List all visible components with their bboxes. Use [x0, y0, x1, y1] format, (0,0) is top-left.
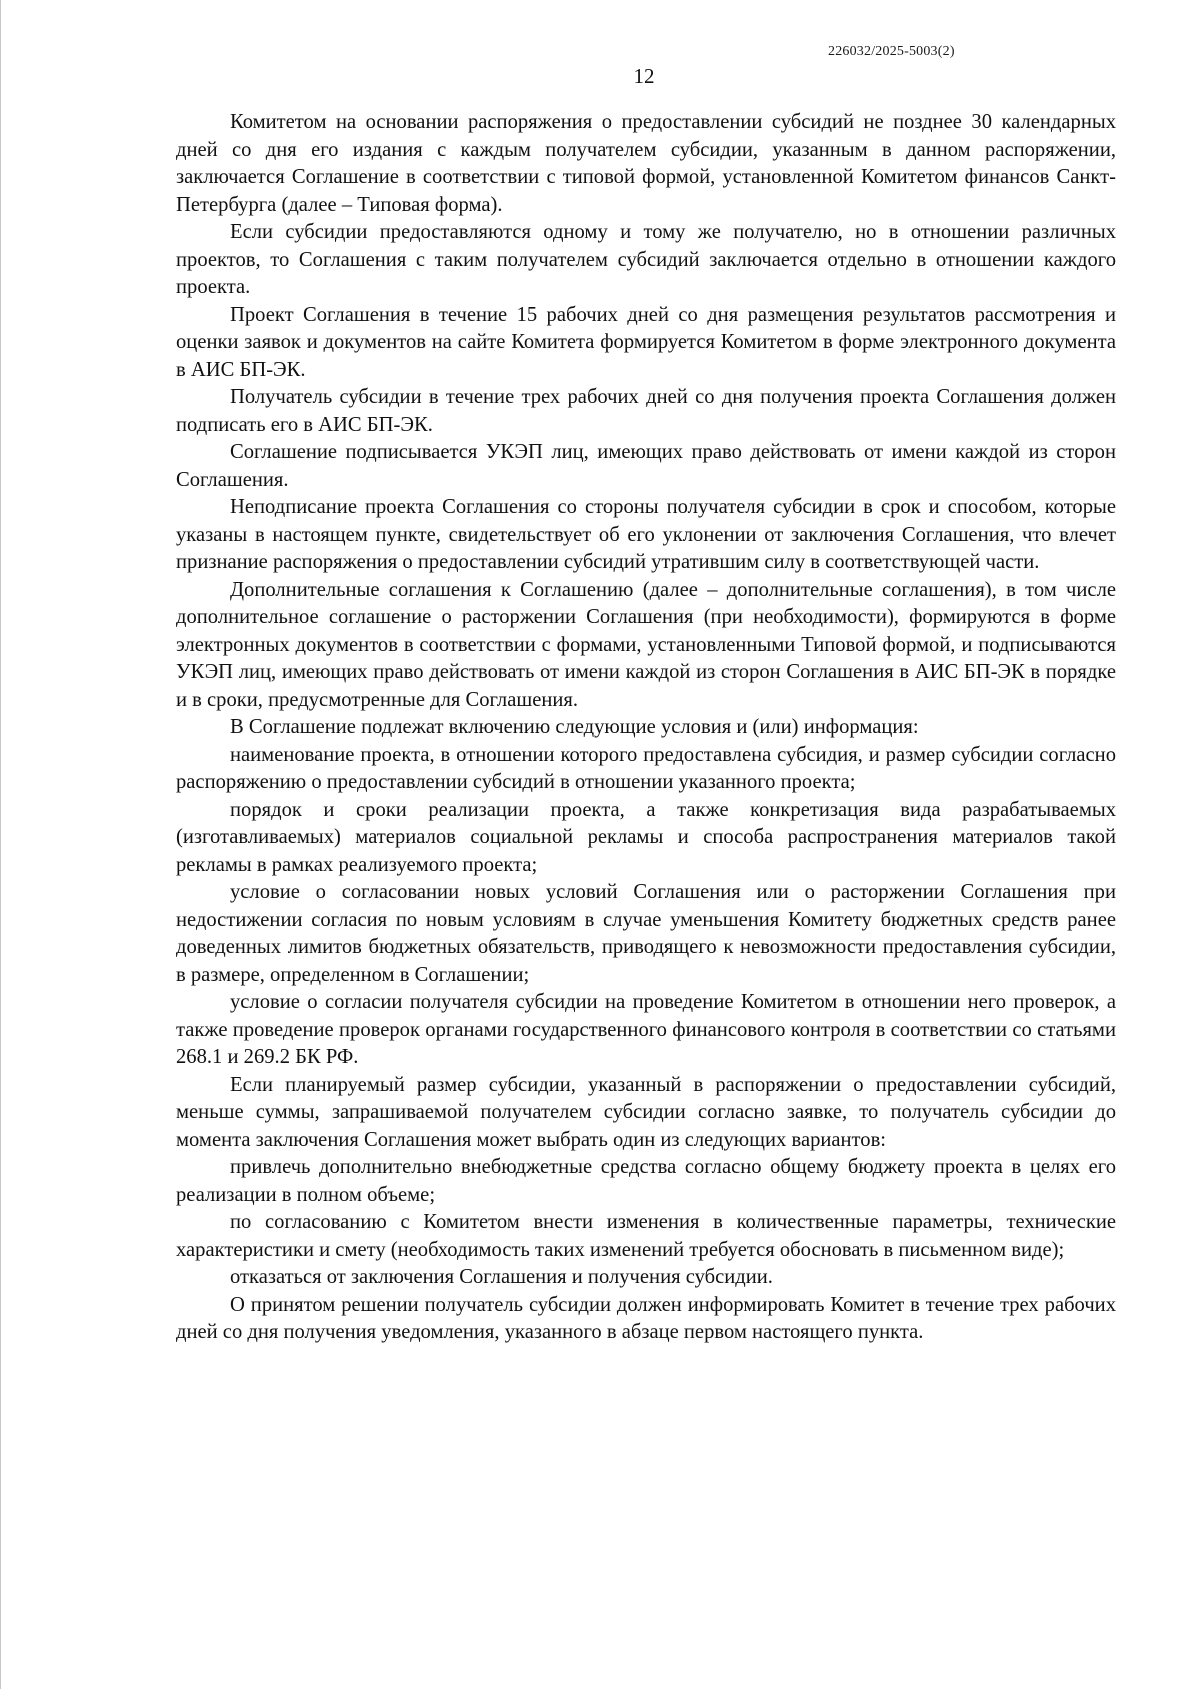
list-item: условие о согласовании новых условий Соглашения или о расторжении Соглашения при недостижении согласия по новым условиям в случае уменьшения Комитету бюджетных средств ранее доведенных лимитов бюджетных обязательств, приводящего к невозможности предоставления субсидии, в размере, определенном в Соглашении; [176, 881, 1116, 986]
document-body [176, 109, 1116, 1347]
paragraph: Если планируемый размер субсидии, указанный в распоряжении о предоставлении субсидий, меньше суммы, запрашиваемой получателем субсидии согласно заявке, то получатель субсидии до момента заключения Соглашения может выбрать один из следующих вариантов: [176, 1073, 1116, 1151]
paragraph: Комитетом на основании распоряжения о предоставлении субсидий не позднее 30 календарных дней со дня его издания с каждым получателем субсидии, указанным в данном распоряжении, заключается Соглашение в соответствии с типовой формой, установленной Комитетом финансов Санкт-Петербурга (далее – Типовая форма). [176, 111, 1116, 216]
paragraph: В Соглашение подлежат включению следующие условия и (или) информация: [230, 716, 919, 738]
paragraph: О принятом решении получатель субсидии должен информировать Комитет в течение трех рабочих дней со дня получения уведомления, указанного в абзаце первом настоящего пункта. [176, 1293, 1116, 1343]
paragraph: Соглашение подписывается УКЭП лиц, имеющих право действовать от имени каждой из сторон Соглашения. [176, 441, 1116, 491]
list-item: наименование проекта, в отношении которого предоставлена субсидия, и размер субсидии согласно распоряжению о предоставлении субсидий в отношении указанного проекта; [176, 743, 1116, 793]
scan-edge [0, 0, 1, 1689]
paragraph: Если субсидии предоставляются одному и тому же получателю, но в отношении различных проектов, то Соглашения с таким получателем субсидий заключается отдельно в отношении каждого проекта. [176, 221, 1116, 298]
list-item: отказаться от заключения Соглашения и получения субсидии. [230, 1266, 773, 1288]
list-item: условие о согласии получателя субсидии на проведение Комитетом в отношении него проверок, а также проведение проверок органами государственного финансового контроля в соответствии со статьями 268.1 и 269.2 БК РФ. [176, 991, 1116, 1068]
document-registration-number: 226032/2025-5003(2) [828, 44, 955, 59]
paragraph: Неподписание проекта Соглашения со стороны получателя субсидии в срок и способом, которые указаны в настоящем пункте, свидетельствует об его уклонении от заключения Соглашения, что влечет признание распоряжения о предоставлении субсидий утратившим силу в соответствующей части. [176, 496, 1116, 573]
list-item: привлечь дополнительно внебюджетные средства согласно общему бюджету проекта в целях его реализации в полном объеме; [176, 1156, 1116, 1206]
page-number: 12 [633, 64, 655, 88]
paragraph: Проект Соглашения в течение 15 рабочих дней со дня размещения результатов рассмотрения и оценки заявок и документов на сайте Комитета формируется Комитетом в форме электронного документа в АИС БП-ЭК. [176, 303, 1116, 381]
list-item: порядок и сроки реализации проекта, а также конкретизация вида разрабатываемых (изготавливаемых) материалов социальной рекламы и способа распространения материалов такой рекламы в рамках реализуемого проекта; [176, 798, 1116, 876]
paragraph: Дополнительные соглашения к Соглашению (далее – дополнительные соглашения), в том числе дополнительное соглашение о расторжении Соглашения (при необходимости), формируются в форме электронных документов в соответствии с формами, установленными Типовой формой, и подписываются УКЭП лиц, имеющих право действовать от имени каждой из сторон Соглашения в АИС БП-ЭК в порядке и в сроки, предусмотренные для Соглашения. [176, 578, 1116, 711]
paragraph: Получатель субсидии в течение трех рабочих дней со дня получения проекта Соглашения должен подписать его в АИС БП-ЭК. [176, 386, 1116, 436]
list-item: по согласованию с Комитетом внести изменения в количественные параметры, технические характеристики и смету (необходимость таких изменений требуется обосновать в письменном виде); [176, 1211, 1116, 1261]
